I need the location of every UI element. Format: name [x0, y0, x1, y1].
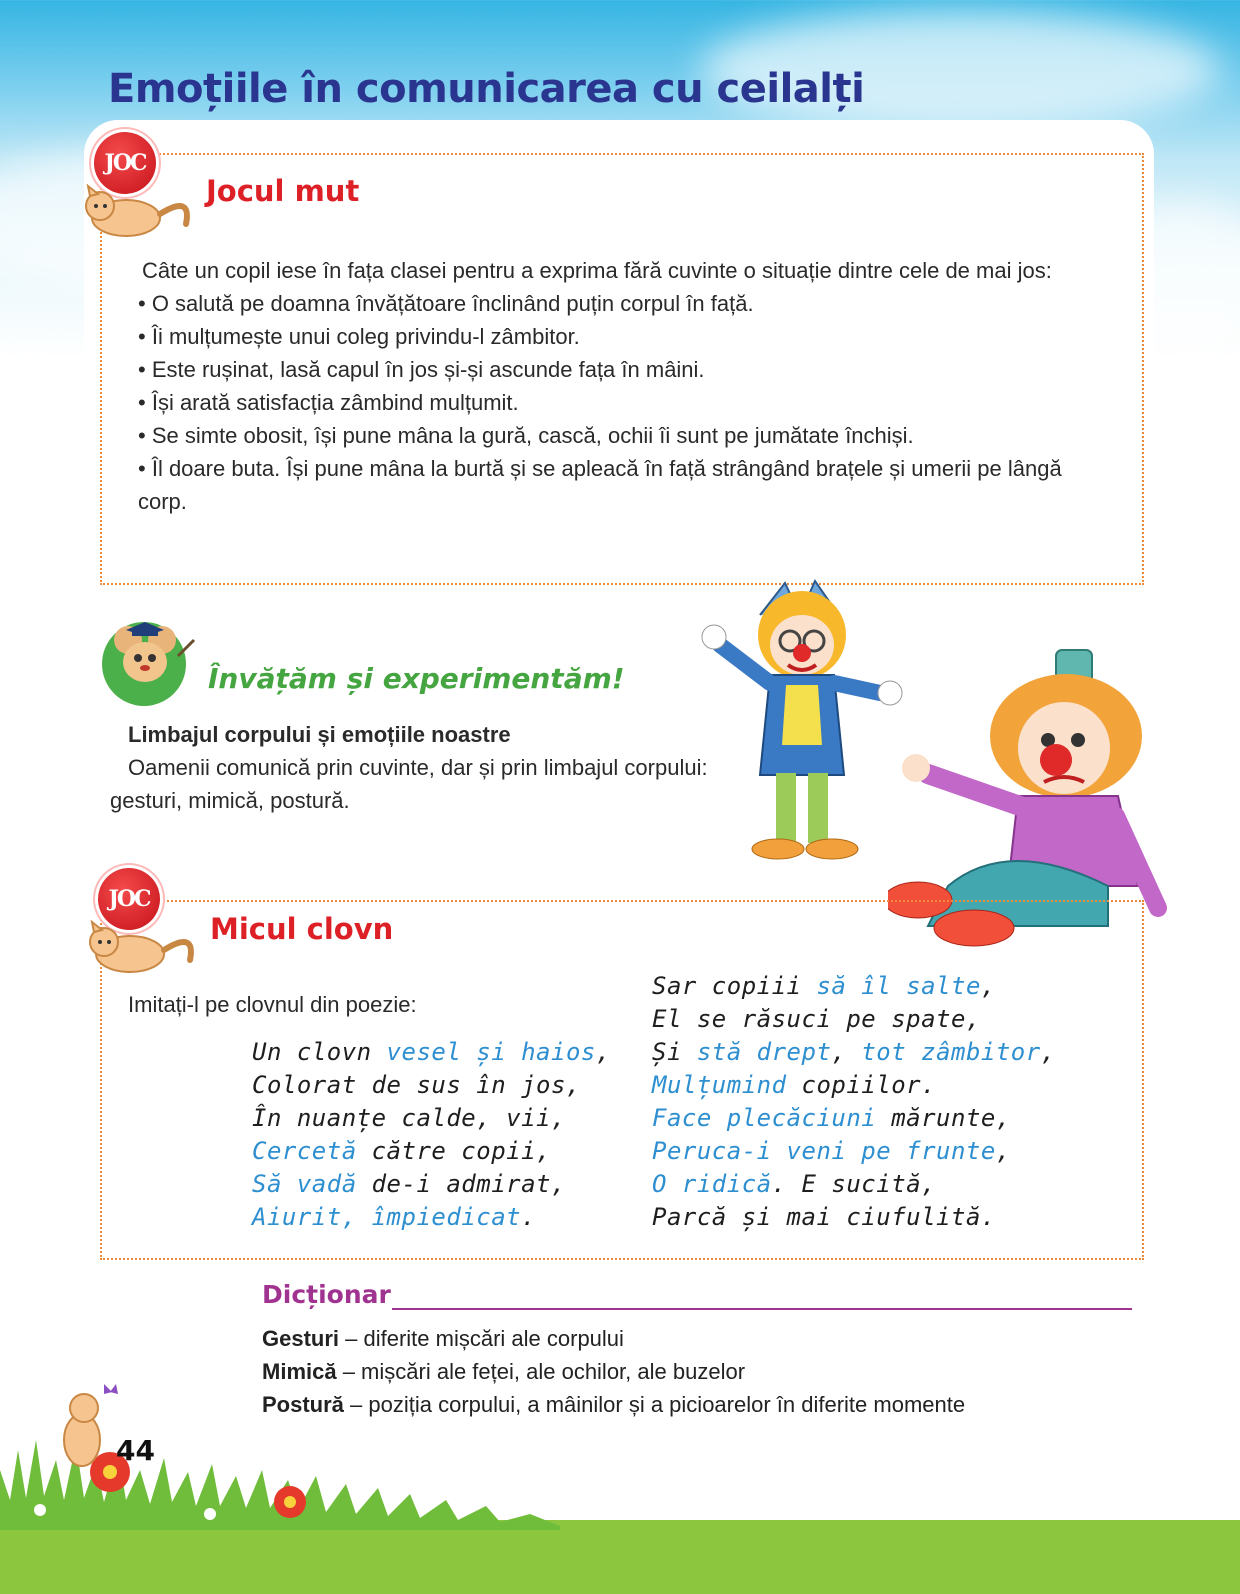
- poem-text: ,: [980, 972, 996, 1000]
- page-number: 44: [116, 1434, 155, 1467]
- learn-subtitle: Limbajul corpului și emoțiile noastre: [128, 722, 511, 747]
- poem-text: Și: [652, 1038, 697, 1066]
- poem-line: [252, 1069, 611, 1102]
- dictionary-entry: [262, 1322, 965, 1355]
- section-title-jocul-mut: Jocul mut: [206, 174, 360, 208]
- poem-stanza-right: [652, 970, 1056, 1234]
- poem-highlight: stă drept: [696, 1038, 832, 1066]
- poem-line: [252, 1102, 611, 1135]
- dictionary-definition: – poziția corpului, a mâinilor și a picioarelor în diferite momente: [343, 1392, 966, 1417]
- poem-highlight: vesel și haios: [386, 1038, 596, 1066]
- poem-line: [652, 970, 1056, 1003]
- poem-highlight: O ridică: [652, 1170, 772, 1198]
- poem-line: [252, 1036, 611, 1069]
- poem-line: [652, 1069, 1056, 1102]
- list-item: • Își arată satisfacția zâmbind mulțumit.: [124, 386, 1114, 419]
- poem-text: Un clovn: [252, 1038, 387, 1066]
- poem-text: .: [521, 1203, 537, 1231]
- poem-line: [652, 1036, 1056, 1069]
- list-item: • O salută pe doamna învățătoare înclinând puțin corpul în față.: [124, 287, 1114, 320]
- list-item: • Îl doare buta. Își pune mâna la burtă și se apleacă în față strângând brațele și umerii pe lângă corp.: [124, 452, 1114, 518]
- poem-text: de-i admirat,: [356, 1170, 566, 1198]
- poem-text: Sar copiii: [652, 972, 817, 1000]
- poem-text: Parcă și mai ciufulită.: [652, 1203, 996, 1231]
- grass-flowers-decoration: [0, 1380, 560, 1530]
- poem-text: ,: [595, 1038, 611, 1066]
- dictionary-definition: – diferite mișcări ale corpului: [339, 1326, 624, 1351]
- poem-text: copiilor.: [786, 1071, 937, 1099]
- section-title-micul-clovn: Micul clovn: [210, 912, 394, 946]
- list-item: • Se simte obosit, își pune mâna la gură, cască, ochii îi sunt pe jumătate închiși.: [124, 419, 1114, 452]
- poem-highlight: Face plecăciuni: [652, 1104, 877, 1132]
- poem-text: În nuanțe calde, vii,: [252, 1104, 566, 1132]
- poem-highlight: Să vadă: [252, 1170, 357, 1198]
- poem-text: El se răsuci pe spate,: [652, 1005, 981, 1033]
- poem-line: [652, 1102, 1056, 1135]
- list-item: • Îi mulțumește unui coleg privindu-l zâmbitor.: [124, 320, 1114, 353]
- poem-highlight: tot zâmbitor: [861, 1038, 1041, 1066]
- poem-line: [652, 1135, 1056, 1168]
- poem-line: [652, 1201, 1056, 1234]
- dictionary-term: Postură: [262, 1392, 344, 1417]
- dictionary-term: Gesturi: [262, 1326, 340, 1351]
- poem-highlight: să îl salte: [816, 972, 981, 1000]
- list-item: • Este rușinat, lasă capul în jos și-și ascunde fața în mâini.: [124, 353, 1114, 386]
- poem-text: ,: [995, 1137, 1011, 1165]
- joc-badge: JOC: [98, 868, 160, 930]
- learn-paragraph: Oamenii comunică prin cuvinte, dar și prin limbajul corpului: gesturi, mimică, postură.: [110, 755, 708, 813]
- ground-strip: [0, 1520, 1240, 1594]
- joc-badge: JOC: [94, 132, 156, 194]
- cat-mascot-icon: [78, 920, 206, 978]
- poem-text: ,: [1040, 1038, 1056, 1066]
- joc2-instruction: Imitați-l pe clovnul din poezie:: [128, 992, 417, 1017]
- page-title: Emoțiile în comunicarea cu ceilalți: [108, 66, 865, 112]
- clown-standing-illustration: [690, 575, 920, 865]
- poem-line: [652, 1003, 1056, 1036]
- poem-text: mărunte,: [876, 1104, 1011, 1132]
- dictionary-title: Dicționar: [262, 1280, 391, 1309]
- joc1-intro: Câte un copil iese în fața clasei pentru a exprima fără cuvinte o situație dintre cele de mai jos:: [142, 258, 1052, 283]
- poem-text: către copii,: [356, 1137, 551, 1165]
- poem-highlight: Mulțumind: [652, 1071, 787, 1099]
- poem-highlight: Peruca-i veni pe frunte: [652, 1137, 996, 1165]
- dictionary-term: Mimică: [262, 1359, 337, 1384]
- dictionary-definition: – mișcări ale feței, ale ochilor, ale buzelor: [336, 1359, 746, 1384]
- poem-line: [252, 1168, 611, 1201]
- poem-highlight: Cercetă: [252, 1137, 357, 1165]
- poem-line: [252, 1135, 611, 1168]
- poem-highlight: Aiurit, împiedicat: [252, 1203, 522, 1231]
- poem-text: Colorat de sus în jos,: [252, 1071, 581, 1099]
- poem-text: . E sucită,: [771, 1170, 937, 1198]
- poem-text: ,: [831, 1038, 862, 1066]
- learn-body: [110, 718, 725, 817]
- section-title-invatam: Învățăm și experimentăm!: [208, 662, 625, 695]
- poem-line: [252, 1201, 611, 1234]
- mouse-teacher-icon: [98, 610, 196, 708]
- poem-line: [652, 1168, 1056, 1201]
- cat-mascot-icon: [74, 184, 202, 242]
- poem-stanza-left: [252, 1036, 611, 1234]
- joc1-body: [124, 254, 1114, 518]
- dictionary-rule: [392, 1308, 1132, 1310]
